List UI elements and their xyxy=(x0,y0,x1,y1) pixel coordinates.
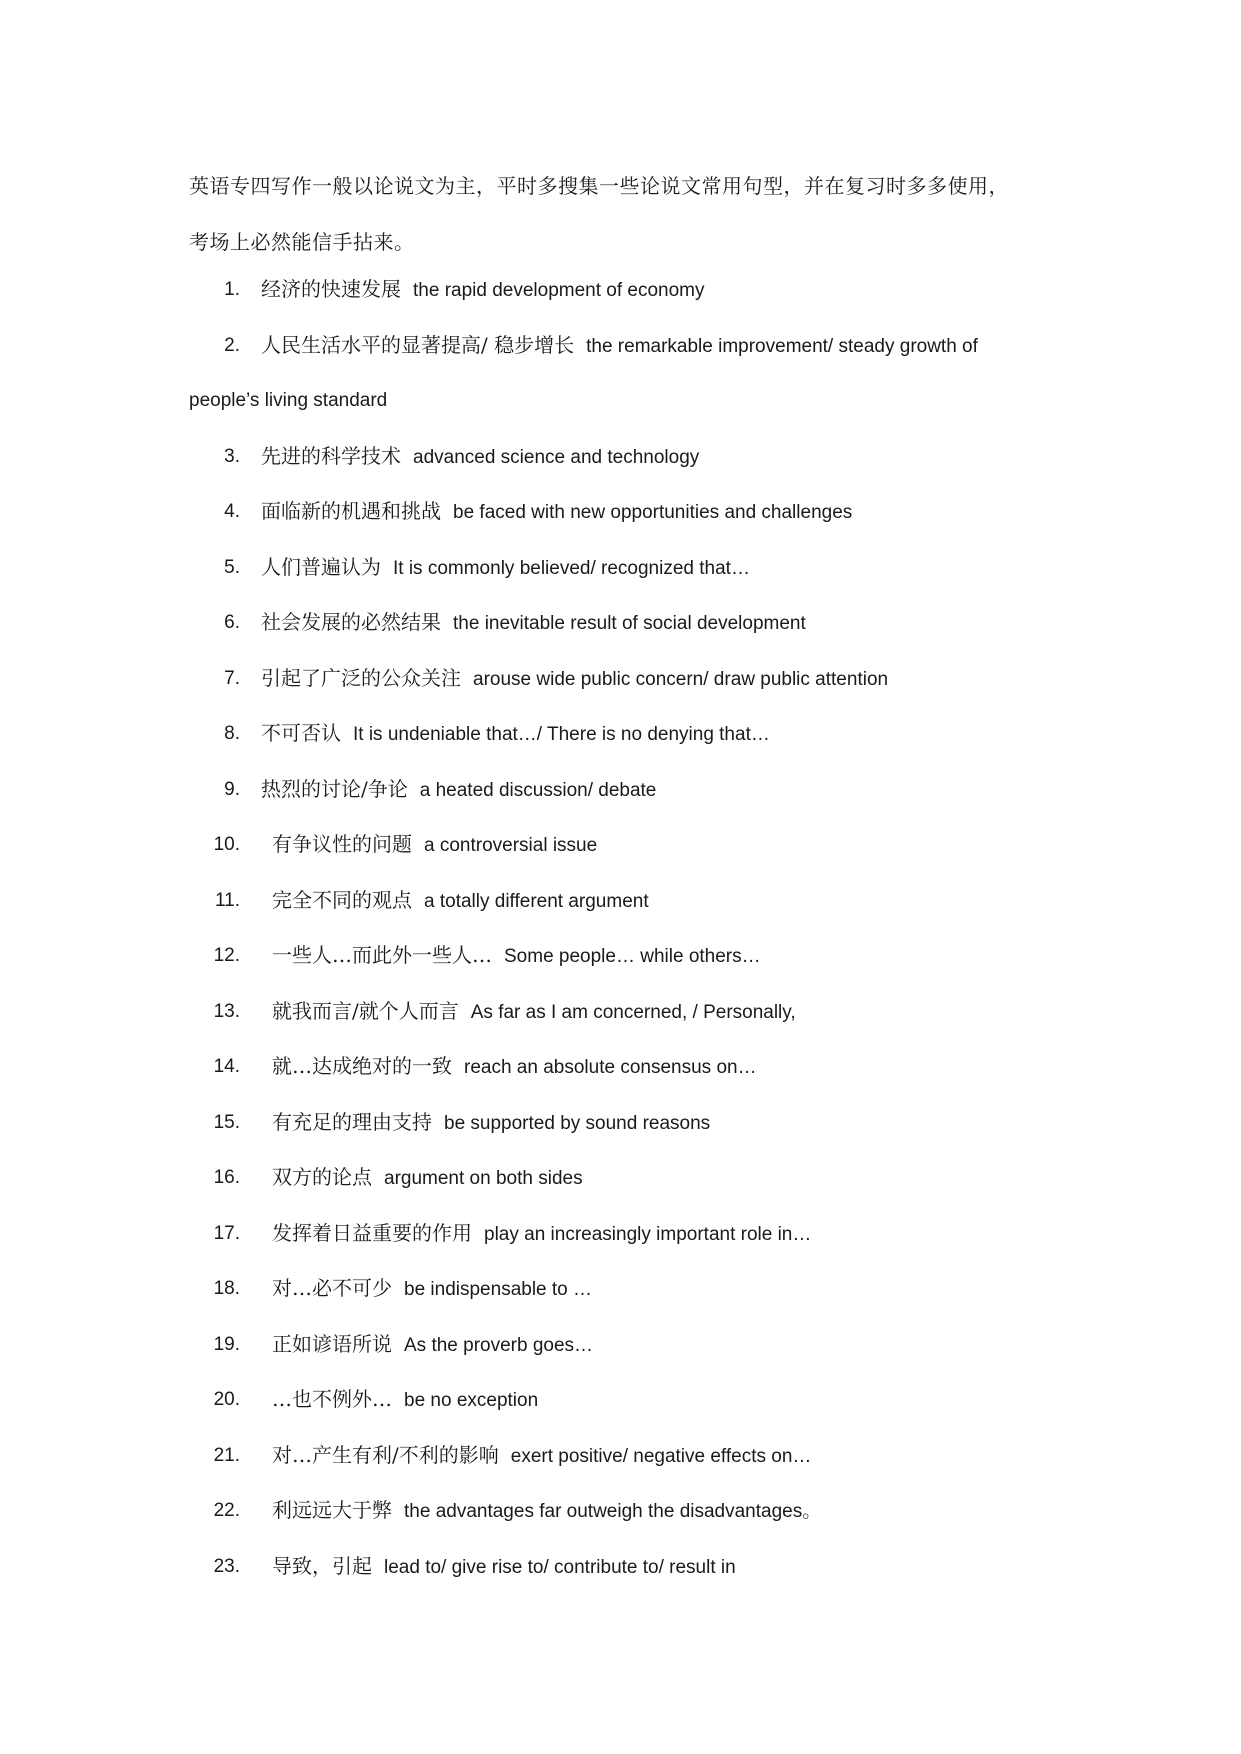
list-item xyxy=(0,1261,1241,1317)
item-english: It is undeniable that…/ There is no denying that… xyxy=(353,724,770,745)
item-english: advanced science and technology xyxy=(413,446,700,468)
intro-line-1: 英语专四写作一般以论说文为主，平时多搜集一些论说文常用句型，并在复习时多多使用， xyxy=(189,174,1009,198)
list-item xyxy=(0,928,1241,984)
item-number: 7. xyxy=(224,667,240,689)
item-number: 5. xyxy=(224,556,240,578)
item-english: As far as I am concerned, / Personally, xyxy=(470,1001,796,1023)
item-english: be faced with new opportunities and challenges xyxy=(453,502,853,523)
item-chinese: 对…产生有利/不利的影响 xyxy=(272,1442,499,1467)
item-number: 11. xyxy=(214,889,240,911)
list-item xyxy=(0,262,1241,318)
intro-paragraph xyxy=(189,158,1069,270)
item-english: the inevitable result of social development xyxy=(453,613,806,634)
item-chinese: 正如谚语所说 xyxy=(272,1331,392,1356)
item-chinese: 不可否认 xyxy=(261,721,341,745)
item-english: As the proverb goes… xyxy=(404,1334,594,1356)
item-chinese: 一些人…而此外一些人… xyxy=(272,943,492,967)
list-item xyxy=(0,817,1241,873)
intro-line-2: 考场上必然能信手拈来。 xyxy=(189,230,415,254)
item-number: 8. xyxy=(224,723,240,744)
list-item xyxy=(0,1150,1241,1206)
list-item xyxy=(0,318,1241,429)
item-number: 20. xyxy=(213,1389,240,1410)
item-english: play an increasingly important role in… xyxy=(484,1223,812,1245)
item-chinese: 社会发展的必然结果 xyxy=(261,610,441,634)
list-item xyxy=(0,484,1241,540)
item-english: be indispensable to … xyxy=(404,1279,593,1300)
item-chinese: 导致，引起 xyxy=(272,1553,372,1578)
item-english: be supported by sound reasons xyxy=(444,1112,711,1134)
item-english: argument on both sides xyxy=(384,1168,583,1189)
item-english: a totally different argument xyxy=(424,890,649,912)
list-item xyxy=(0,1206,1241,1262)
item-chinese: 先进的科学技术 xyxy=(261,443,401,468)
item-chinese: 利远远大于弊 xyxy=(272,1498,392,1522)
item-chinese: 人们普遍认为 xyxy=(261,554,381,579)
item-number: 12. xyxy=(213,945,240,966)
item-chinese: 引起了广泛的公众关注 xyxy=(261,665,461,690)
item-chinese: 就我而言/就个人而言 xyxy=(272,998,459,1023)
list-item xyxy=(0,762,1241,818)
item-number: 2. xyxy=(224,334,240,356)
item-english: lead to/ give rise to/ contribute to/ result in xyxy=(384,1556,736,1578)
item-chinese: 双方的论点 xyxy=(272,1165,372,1189)
item-chinese: …也不例外… xyxy=(272,1387,392,1411)
list-item xyxy=(0,595,1241,651)
item-number: 23. xyxy=(213,1555,240,1577)
item-number: 16. xyxy=(213,1167,240,1188)
item-chinese: 人民生活水平的显著提高/ 稳步增长 xyxy=(261,332,575,357)
item-number: 19. xyxy=(213,1333,240,1355)
item-chinese: 就…达成绝对的一致 xyxy=(272,1054,452,1078)
list-item xyxy=(0,1372,1241,1428)
item-english: It is commonly believed/ recognized that… xyxy=(393,557,750,579)
item-english: reach an absolute consensus on… xyxy=(464,1057,757,1078)
item-chinese: 经济的快速发展 xyxy=(261,277,401,301)
item-chinese: 面临新的机遇和挑战 xyxy=(261,499,441,523)
list-item xyxy=(0,429,1241,485)
item-number: 22. xyxy=(213,1500,240,1521)
list-item xyxy=(0,1317,1241,1373)
item-chinese: 有争议性的问题 xyxy=(272,832,412,856)
phrase-list xyxy=(0,262,1241,1594)
item-english: a controversial issue xyxy=(424,835,598,856)
item-english: the remarkable improvement/ steady growth of xyxy=(586,335,978,357)
item-english-continued: people’s living standard xyxy=(189,390,388,411)
list-item xyxy=(0,1428,1241,1484)
item-number: 9. xyxy=(224,778,240,800)
list-item xyxy=(0,1539,1241,1595)
item-number: 10. xyxy=(213,834,240,855)
list-item xyxy=(0,540,1241,596)
item-english: exert positive/ negative effects on… xyxy=(510,1445,812,1467)
item-number: 6. xyxy=(224,612,240,633)
item-chinese: 对…必不可少 xyxy=(272,1276,392,1300)
item-english: a heated discussion/ debate xyxy=(419,779,657,801)
item-english: be no exception xyxy=(404,1390,539,1411)
item-number: 3. xyxy=(224,445,240,467)
item-number: 14. xyxy=(213,1056,240,1077)
item-number: 1. xyxy=(224,279,240,300)
item-number: 13. xyxy=(213,1000,240,1022)
item-chinese: 发挥着日益重要的作用 xyxy=(272,1220,472,1245)
item-english: arouse wide public concern/ draw public attention xyxy=(473,668,889,690)
list-item xyxy=(0,984,1241,1040)
item-english: Some people… while others… xyxy=(504,946,761,967)
item-chinese: 有充足的理由支持 xyxy=(272,1109,432,1134)
item-english: the rapid development of economy xyxy=(413,280,705,301)
list-item xyxy=(0,1483,1241,1539)
list-item xyxy=(0,651,1241,707)
list-item xyxy=(0,1039,1241,1095)
item-number: 21. xyxy=(213,1444,240,1466)
list-item xyxy=(0,873,1241,929)
item-number: 15. xyxy=(213,1111,240,1133)
item-number: 4. xyxy=(224,501,240,522)
item-number: 18. xyxy=(213,1278,240,1299)
item-number: 17. xyxy=(213,1222,240,1244)
item-english: the advantages far outweigh the disadvantages。 xyxy=(404,1501,822,1522)
list-item xyxy=(0,1095,1241,1151)
item-chinese: 完全不同的观点 xyxy=(272,887,412,912)
item-chinese: 热烈的讨论/争论 xyxy=(261,776,408,801)
list-item xyxy=(0,706,1241,762)
